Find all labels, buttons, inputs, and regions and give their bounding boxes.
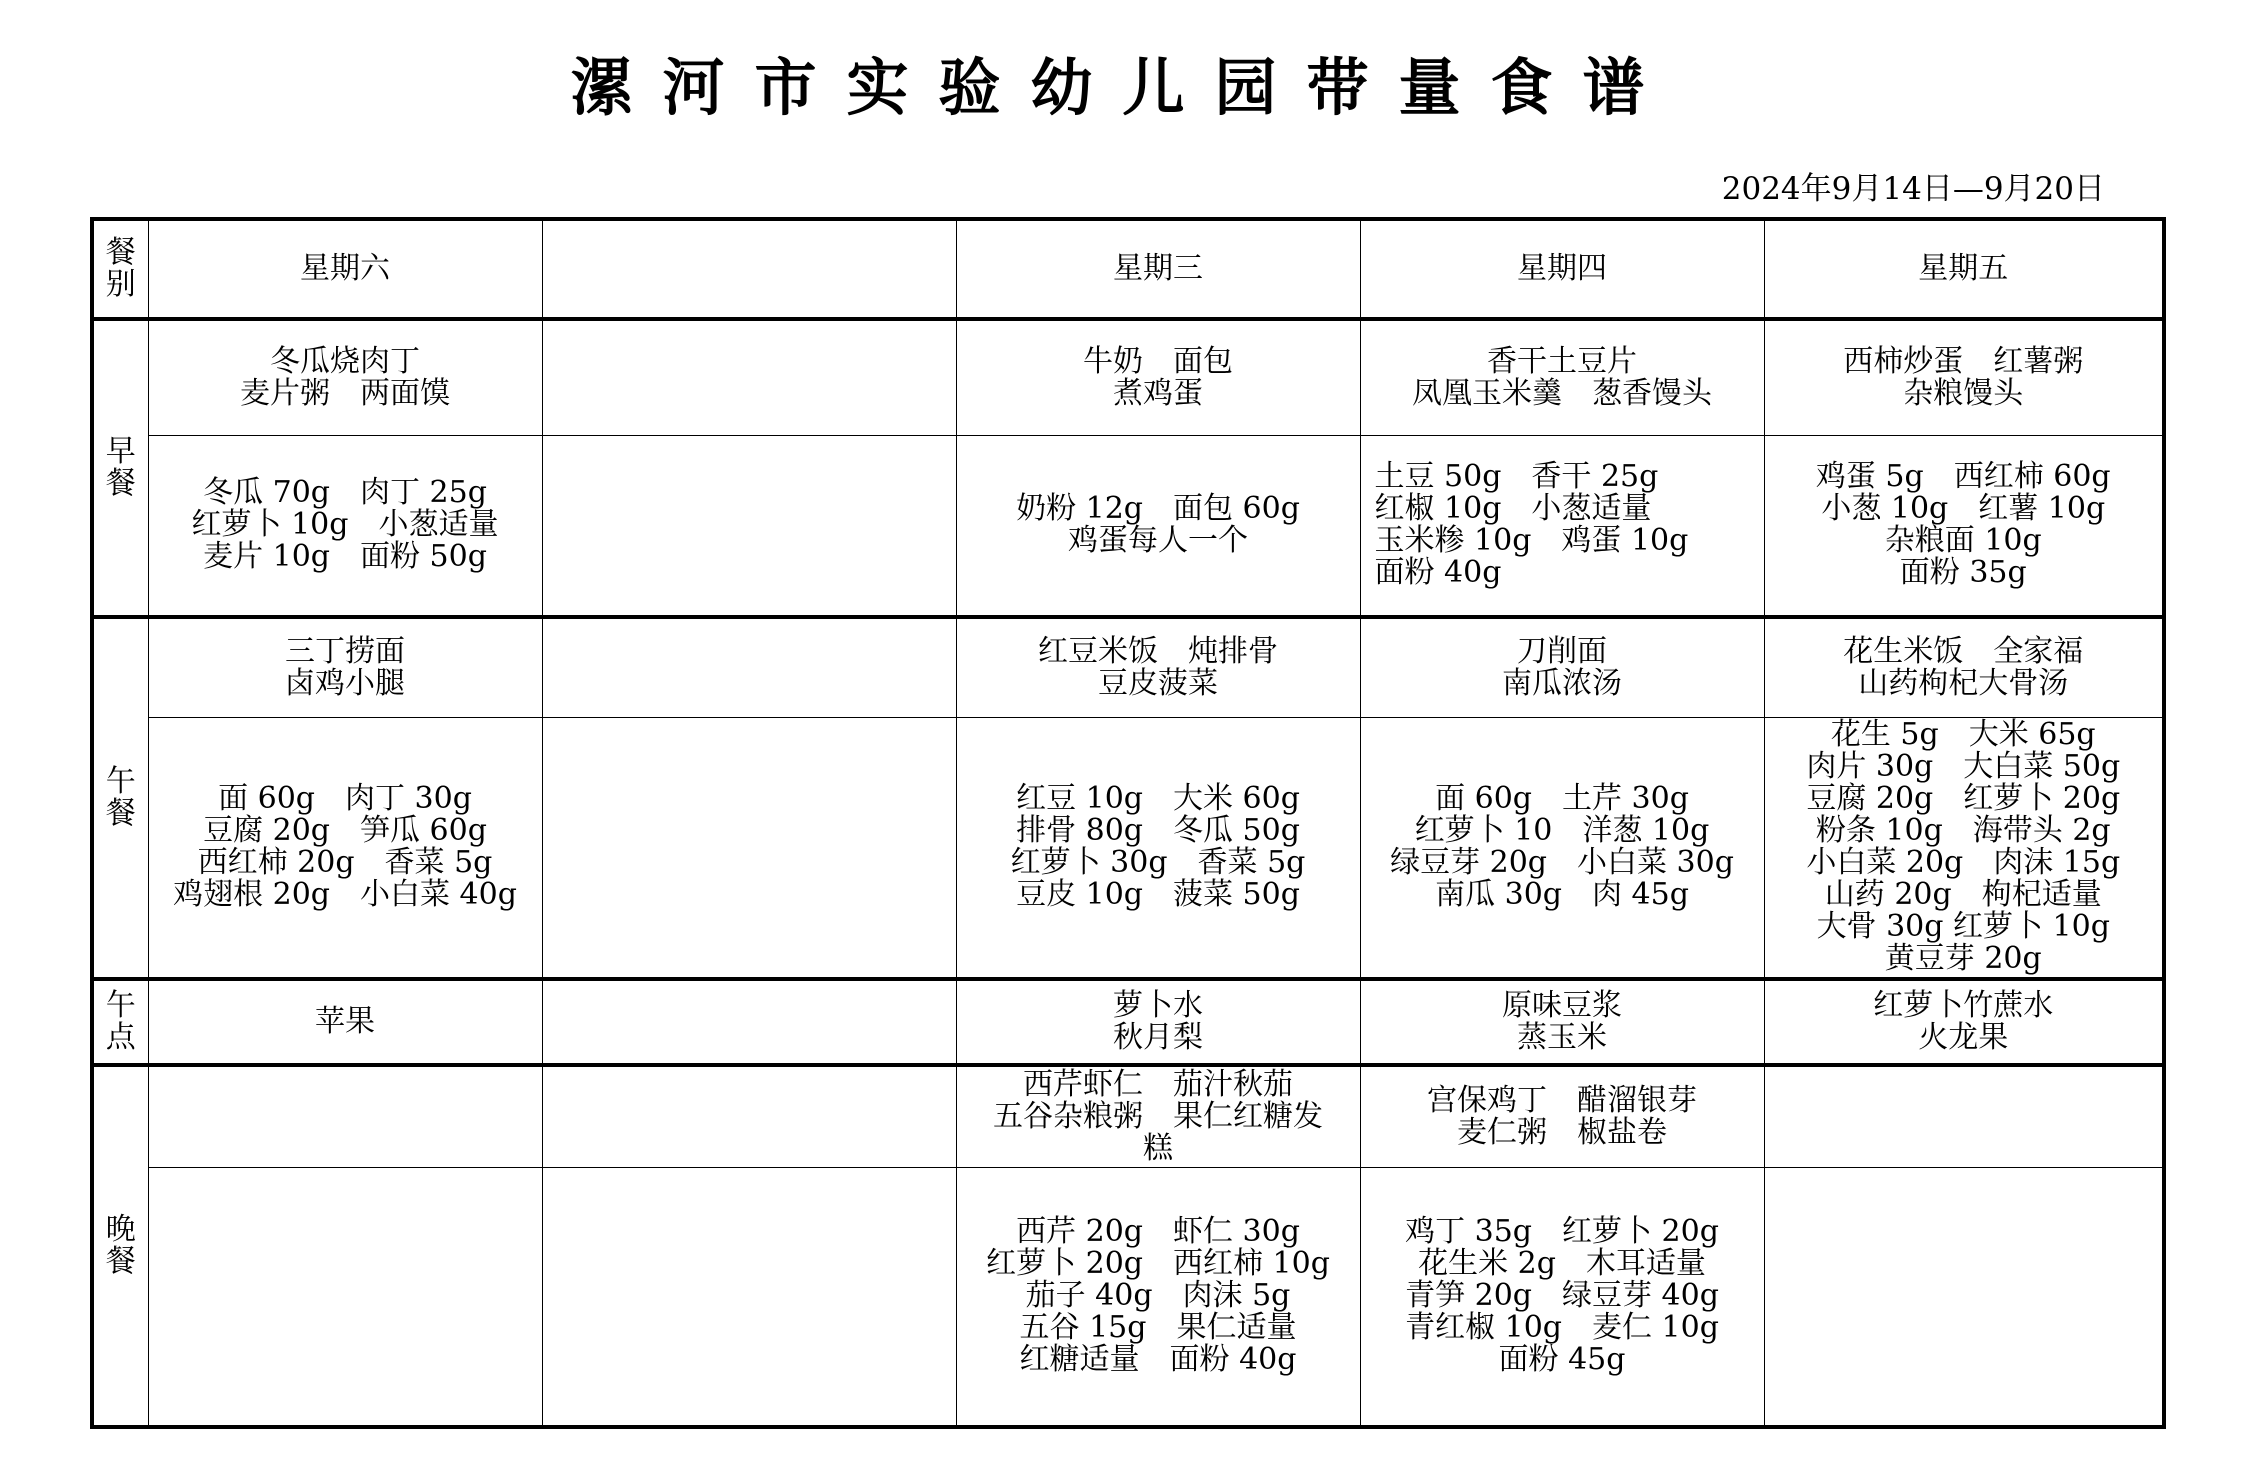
dish-cell [956,319,1360,435]
ingredient-line: 豆腐 20g 笋瓜 60g [203,813,487,849]
ingredient-line: 茄子 40g 肉沫 5g [1025,1278,1291,1314]
snack-cell [1360,979,1764,1065]
snack-cell [1764,979,2164,1065]
ingredient-line: 豆皮 10g 菠菜 50g [1016,877,1300,913]
dish-line: 红豆米饭 炖排骨 [1038,633,1278,669]
meal-label-char: 餐 [105,466,136,501]
lunch-label [92,617,148,979]
snack-cell [148,979,542,1065]
dish-cell [1360,1065,1764,1167]
ingredient-line: 黄豆芽 20g [1884,941,2042,977]
ingredient-line: 小白菜 20g 肉沫 15g [1806,845,2121,881]
lunch-ingredient-row [92,717,2164,979]
snack-line: 秋月梨 [1113,1020,1203,1055]
ingredient-line: 面 60g 肉丁 30g [218,781,472,817]
meal-header-char: 别 [105,267,136,302]
ingredient-cell [542,435,956,617]
ingredient-line: 红萝卜 10 洋葱 10g [1414,813,1710,849]
ingredient-line: 豆腐 20g 红萝卜 20g [1806,781,2121,817]
meal-type-header [92,219,148,319]
ingredient-cell [542,1167,956,1427]
snack-line: 蒸玉米 [1517,1020,1607,1055]
ingredient-cell [148,717,542,979]
dish-line: 杂粮馒头 [1903,375,2024,411]
ingredient-line: 绿豆芽 20g 小白菜 30g [1390,845,1734,881]
ingredient-line: 西芹 20g 虾仁 30g [1016,1214,1300,1250]
dish-line: 凤凰玉米羹 葱香馒头 [1412,375,1712,411]
dish-line: 五谷杂粮粥 果仁红糖发 [993,1098,1323,1134]
ingredient-line: 面粉 45g [1498,1342,1626,1378]
breakfast-ingredient-row [92,435,2164,617]
ingredient-line: 青笋 20g 绿豆芽 40g [1405,1278,1719,1314]
snack-row [92,979,2164,1065]
dish-line: 糕 [1143,1130,1173,1166]
dinner-dish-row [92,1065,2164,1167]
header-row [92,219,2164,319]
dish-cell [1764,617,2164,717]
ingredient-line: 红萝卜 10g 小葱适量 [191,507,499,543]
ingredient-line: 鸡蛋 5g 西红柿 60g [1815,459,2111,495]
ingredient-line: 红糖适量 面粉 40g [1019,1342,1297,1378]
ingredient-line: 西红柿 20g 香菜 5g [197,845,493,881]
ingredient-line: 红萝卜 30g 香菜 5g [1010,845,1306,881]
ingredient-line: 面 60g 土芹 30g [1435,781,1689,817]
ingredient-cell [542,717,956,979]
ingredient-line: 红椒 10g 小葱适量 [1374,491,1652,527]
snack-label [92,979,148,1065]
dish-line: 西柿炒蛋 红薯粥 [1843,343,2084,379]
breakfast-label [92,319,148,617]
day-header: 星期四 [1360,219,1764,319]
day-header: 星期五 [1764,219,2164,319]
dish-cell [1360,319,1764,435]
dish-line: 花生米饭 全家福 [1843,633,2084,669]
dish-line: 麦仁粥 椒盐卷 [1457,1114,1667,1150]
page-title: 漯河市实验幼儿园带量食谱 [570,51,1675,124]
snack-line: 红萝卜竹蔗水 [1873,988,2054,1023]
breakfast-dish-row [92,319,2164,435]
dish-line: 牛奶 面包 [1083,343,1233,379]
ingredient-cell [1764,1167,2164,1427]
ingredient-line: 鸡蛋每人一个 [1068,523,1248,559]
meal-label-char: 餐 [105,796,136,831]
dish-cell [542,617,956,717]
ingredient-cell [148,435,542,617]
dish-line: 冬瓜烧肉丁 [270,343,420,379]
menu-table [90,217,2166,1429]
dish-line: 南瓜浓汤 [1502,665,1622,701]
dinner-ingredient-row [92,1167,2164,1427]
ingredient-line: 山药 20g 枸杞适量 [1824,877,2102,913]
ingredient-line: 杂粮面 10g [1884,523,2042,559]
ingredient-cell [956,717,1360,979]
dish-cell [148,1065,542,1167]
dish-cell [148,319,542,435]
dish-line: 三丁捞面 [285,633,405,669]
day-header: 星期六 [148,219,542,319]
day-header: 星期三 [956,219,1360,319]
snack-cell [956,979,1360,1065]
dish-line: 香干土豆片 [1487,343,1637,379]
snack-line: 原味豆浆 [1502,988,1622,1023]
ingredient-line: 面粉 35g [1899,555,2027,591]
ingredient-line: 土豆 50g 香干 25g [1374,459,1659,495]
ingredient-cell [1764,435,2164,617]
ingredient-line: 青红椒 10g 麦仁 10g [1405,1310,1719,1346]
lunch-dish-row [92,617,2164,717]
ingredient-line: 花生 5g 大米 65g [1830,717,2096,753]
ingredient-line: 粉条 10g 海带头 2g [1815,813,2111,849]
snack-line: 火龙果 [1918,1020,2009,1055]
dish-line: 宫保鸡丁 醋溜银芽 [1427,1082,1697,1118]
dish-line: 煮鸡蛋 [1113,375,1203,411]
meal-label-char: 餐 [105,1244,136,1279]
ingredient-line: 红萝卜 20g 西红柿 10g [986,1246,1330,1282]
meal-label-char: 午 [105,764,136,799]
dish-line: 麦片粥 两面馍 [240,375,450,411]
ingredient-line: 冬瓜 70g 肉丁 25g [203,475,487,511]
dish-line: 西芹虾仁 茄汁秋茄 [1023,1066,1293,1102]
ingredient-line: 奶粉 12g 面包 60g [1016,491,1300,527]
ingredient-line: 五谷 15g 果仁适量 [1019,1310,1297,1346]
ingredient-cell [1764,717,2164,979]
dish-cell [148,617,542,717]
ingredient-line: 肉片 30g 大白菜 50g [1806,749,2121,785]
ingredient-line: 花生米 2g 木耳适量 [1418,1246,1706,1282]
ingredient-cell [148,1167,542,1427]
dish-cell [1764,1065,2164,1167]
dish-cell [1764,319,2164,435]
ingredient-cell [956,435,1360,617]
ingredient-line: 大骨 30g 红萝卜 10g [1816,909,2110,945]
ingredient-line: 玉米糁 10g 鸡蛋 10g [1374,523,1689,559]
snack-line: 萝卜水 [1113,988,1203,1023]
meal-header-char: 餐 [105,235,136,270]
ingredient-line: 麦片 10g 面粉 50g [203,539,487,575]
meal-label-char: 点 [105,1020,136,1055]
dish-line: 豆皮菠菜 [1098,665,1218,701]
dish-cell [956,1065,1360,1167]
dish-cell [542,319,956,435]
ingredient-cell [1360,435,1764,617]
dish-cell [1360,617,1764,717]
meal-label-char: 早 [105,434,136,469]
snack-cell [542,979,956,1065]
dish-line: 卤鸡小腿 [285,665,405,701]
ingredient-line: 排骨 80g 冬瓜 50g [1016,813,1300,849]
ingredient-line: 鸡翅根 20g 小白菜 40g [173,877,517,913]
ingredient-line: 面粉 40g [1374,555,1502,591]
date-range: 2024年9月14日—9月20日 [1721,171,2105,207]
dish-line: 刀削面 [1517,633,1607,669]
ingredient-line: 小葱 10g 红薯 10g [1821,491,2106,527]
meal-label-char: 晚 [105,1212,136,1247]
dish-cell [956,617,1360,717]
dish-line: 山药枸杞大骨汤 [1858,665,2069,701]
ingredient-cell [956,1167,1360,1427]
ingredient-line: 南瓜 30g 肉 45g [1435,877,1689,913]
ingredient-cell [1360,717,1764,979]
ingredient-line: 红豆 10g 大米 60g [1016,781,1300,817]
snack-line: 苹果 [315,1004,375,1039]
ingredient-cell [1360,1167,1764,1427]
dish-cell [542,1065,956,1167]
day-header [542,219,956,319]
ingredient-line: 鸡丁 35g 红萝卜 20g [1405,1214,1719,1250]
meal-label-char: 午 [105,988,136,1023]
dinner-label [92,1065,148,1427]
